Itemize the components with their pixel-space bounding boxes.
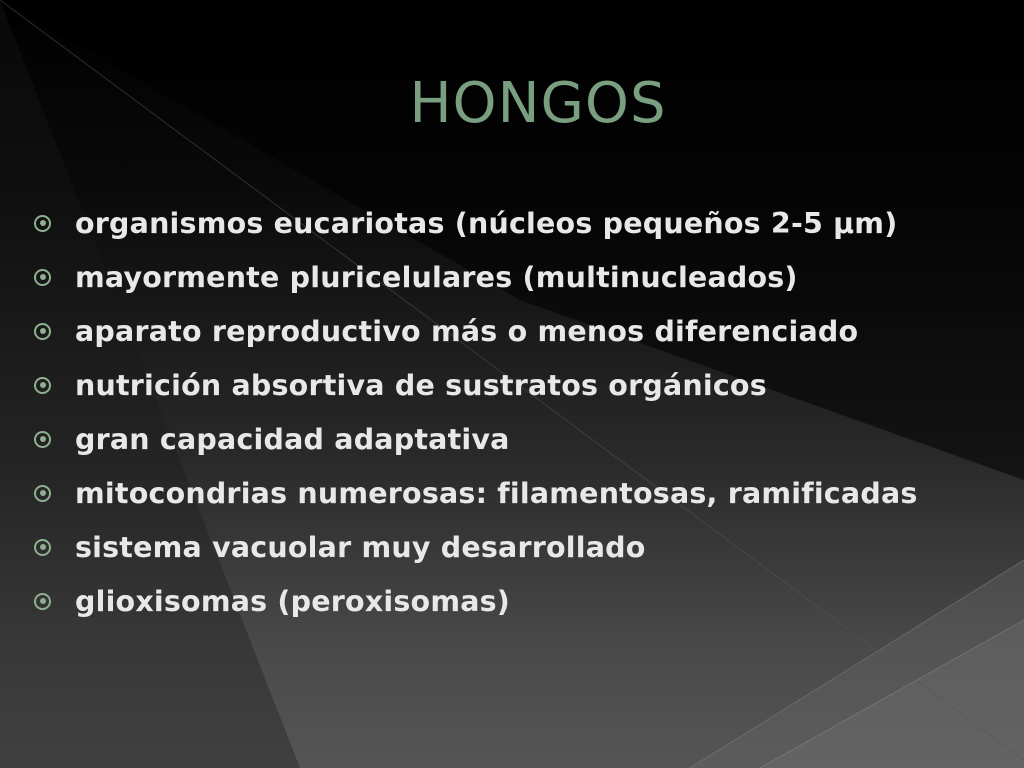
list-item [34,466,1004,520]
list-item [34,250,1004,304]
circled-dot-icon [34,269,51,286]
bullet-text: mayormente pluricelulares (multinucleados) [75,260,798,294]
circled-dot-icon [34,539,51,556]
circled-dot-icon [34,593,51,610]
circled-dot-icon [34,377,51,394]
list-item [34,358,1004,412]
bullet-text: aparato reproductivo más o menos diferenciado [75,314,859,348]
bullet-text: glioxisomas (peroxisomas) [75,584,511,618]
bullet-list [34,196,1004,628]
list-item [34,574,1004,628]
list-item [34,412,1004,466]
list-item [34,196,1004,250]
circled-dot-icon [34,431,51,448]
circled-dot-icon [34,323,51,340]
bullet-text: nutrición absortiva de sustratos orgánicos [75,368,767,402]
circled-dot-icon [34,485,51,502]
bullet-text: mitocondrias numerosas: filamentosas, ramificadas [75,476,918,510]
bullet-text: organismos eucariotas (núcleos pequeños 2-5 μm) [75,206,898,240]
list-item [34,304,1004,358]
bullet-text: gran capacidad adaptativa [75,422,510,456]
slide-title: HONGOS [409,71,667,136]
circled-dot-icon [34,215,51,232]
list-item [34,520,1004,574]
bullet-text: sistema vacuolar muy desarrollado [75,530,646,564]
